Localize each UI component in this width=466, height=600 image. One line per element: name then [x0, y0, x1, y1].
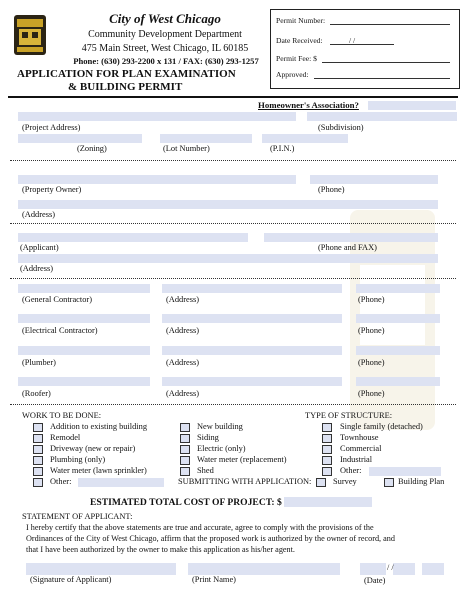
electrical-contractor-phone-field[interactable]	[356, 314, 440, 323]
general-contractor-field[interactable]	[18, 284, 150, 293]
general-contractor-address-label: (Address)	[166, 295, 200, 304]
electrical-contractor-phone-label: (Phone)	[358, 326, 385, 335]
lot-number-label: (Lot Number)	[163, 144, 210, 153]
work-other-label: Other:	[50, 477, 72, 486]
section-divider	[10, 278, 456, 279]
plumber-label: (Plumber)	[22, 358, 56, 367]
owner-phone-field[interactable]	[310, 175, 438, 184]
shed-label: Shed	[197, 466, 214, 475]
driveway-label: Driveway (new or repair)	[50, 444, 136, 453]
estimated-cost-field[interactable]	[284, 497, 372, 507]
new-building-label: New building	[197, 422, 243, 431]
applicant-address-field[interactable]	[18, 254, 438, 263]
siding-checkbox[interactable]	[180, 434, 190, 443]
date-day-field[interactable]	[393, 563, 415, 575]
general-contractor-phone-label: (Phone)	[358, 295, 385, 304]
approved-label: Approved:	[276, 70, 309, 79]
structure-other-field[interactable]	[369, 467, 441, 476]
roofer-phone-field[interactable]	[356, 377, 440, 386]
print-name-label: (Print Name)	[192, 575, 236, 584]
plumber-field[interactable]	[18, 346, 150, 355]
plumbing-checkbox[interactable]	[33, 456, 43, 465]
date-received-slashes: / /	[349, 36, 356, 45]
owner-phone-label: (Phone)	[318, 185, 345, 194]
approved-line[interactable]	[314, 78, 450, 79]
permit-number-line[interactable]	[330, 24, 450, 25]
applicant-address-label: (Address)	[20, 264, 54, 273]
permit-fee-line[interactable]	[322, 62, 450, 63]
project-address-label: (Project Address)	[22, 123, 81, 132]
department-name: Community Development Department	[88, 29, 242, 40]
form-title-line2: & BUILDING PERMIT	[68, 81, 183, 93]
new-building-checkbox[interactable]	[180, 423, 190, 432]
roofer-label: (Roofer)	[22, 389, 51, 398]
shed-checkbox[interactable]	[180, 467, 190, 476]
general-contractor-phone-field[interactable]	[356, 284, 440, 293]
electric-checkbox[interactable]	[180, 445, 190, 454]
permit-fee-label: Permit Fee: $	[276, 54, 317, 63]
industrial-label: Industrial	[340, 455, 373, 464]
structure-heading: TYPE OF STRUCTURE:	[305, 411, 393, 420]
form-title: APPLICATION FOR PLAN EXAMINATION	[17, 68, 236, 80]
owner-address-field[interactable]	[18, 200, 438, 209]
property-owner-field[interactable]	[18, 175, 296, 184]
statement-line-2: Ordinances of the City of West Chicago, affirm that the proposed work is authorized by the owner of record, and	[26, 534, 395, 543]
plumber-address-label: (Address)	[166, 358, 200, 367]
hoa-label: Homeowner's Association?	[258, 100, 359, 110]
general-contractor-label: (General Contractor)	[22, 295, 92, 304]
section-divider	[10, 160, 456, 161]
survey-label: Survey	[333, 477, 357, 486]
single-family-checkbox[interactable]	[322, 423, 332, 432]
city-seal-logo	[13, 14, 47, 56]
townhouse-checkbox[interactable]	[322, 434, 332, 443]
property-owner-label: (Property Owner)	[22, 185, 82, 194]
city-name: City of West Chicago	[109, 11, 221, 26]
date-year-field[interactable]	[422, 563, 444, 575]
project-address-field[interactable]	[18, 112, 296, 121]
roofer-field[interactable]	[18, 377, 150, 386]
work-other-checkbox[interactable]	[33, 478, 43, 487]
estimated-cost-label: ESTIMATED TOTAL COST OF PROJECT: $	[90, 497, 282, 508]
subdivision-label: (Subdivision)	[318, 123, 364, 132]
townhouse-label: Townhouse	[340, 433, 379, 442]
general-contractor-address-field[interactable]	[162, 284, 342, 293]
work-heading: WORK TO BE DONE:	[22, 411, 102, 420]
applicant-phone-fax-field[interactable]	[264, 233, 438, 242]
water-meter-replacement-checkbox[interactable]	[180, 456, 190, 465]
addition-checkbox[interactable]	[33, 423, 43, 432]
water-meter-replacement-label: Water meter (replacement)	[197, 455, 287, 464]
subdivision-field[interactable]	[307, 112, 457, 121]
statement-line-3: that I have been authorized by the owner to make this application as his/her agent.	[26, 545, 295, 554]
submitting-label: SUBMITTING WITH APPLICATION:	[178, 477, 312, 486]
survey-checkbox[interactable]	[316, 478, 326, 487]
signature-field[interactable]	[26, 563, 176, 575]
pin-field[interactable]	[262, 134, 348, 143]
commercial-label: Commercial	[340, 444, 382, 453]
roofer-phone-label: (Phone)	[358, 389, 385, 398]
roofer-address-field[interactable]	[162, 377, 342, 386]
remodel-label: Remodel	[50, 433, 81, 442]
commercial-checkbox[interactable]	[322, 445, 332, 454]
signature-label: (Signature of Applicant)	[30, 575, 112, 584]
driveway-checkbox[interactable]	[33, 445, 43, 454]
zoning-field[interactable]	[18, 134, 142, 143]
plumber-phone-field[interactable]	[356, 346, 440, 355]
hoa-field[interactable]	[368, 101, 456, 110]
permit-number-label: Permit Number:	[276, 16, 326, 25]
phone-fax: Phone: (630) 293-2200 x 131 / FAX: (630) 293-1257	[73, 56, 259, 66]
applicant-field[interactable]	[18, 233, 248, 242]
water-meter-sprinkler-checkbox[interactable]	[33, 467, 43, 476]
building-plan-label: Building Plan	[398, 477, 445, 486]
pin-label: (P.I.N.)	[270, 144, 295, 153]
city-address: 475 Main Street, West Chicago, IL 60185	[81, 43, 249, 54]
structure-other-label: Other:	[340, 466, 362, 475]
siding-label: Siding	[197, 433, 219, 442]
statement-line-1: I hereby certify that the above statements are true and accurate, agree to comply with the provisions of the	[26, 523, 374, 532]
statement-heading: STATEMENT OF APPLICANT:	[22, 512, 133, 521]
header-rule	[8, 96, 458, 98]
print-name-field[interactable]	[188, 563, 340, 575]
date-received-label: Date Received:	[276, 36, 323, 45]
water-meter-sprinkler-label: Water meter (lawn sprinkler)	[50, 466, 147, 475]
owner-address-label: (Address)	[22, 210, 56, 219]
date-label: (Date)	[364, 576, 386, 585]
industrial-checkbox[interactable]	[322, 456, 332, 465]
electrical-contractor-address-label: (Address)	[166, 326, 200, 335]
work-other-field[interactable]	[78, 478, 164, 487]
electrical-contractor-field[interactable]	[18, 314, 150, 323]
date-slashes: / /	[387, 563, 394, 572]
section-divider	[10, 404, 456, 405]
lot-number-field[interactable]	[160, 134, 252, 143]
electrical-contractor-address-field[interactable]	[162, 314, 342, 323]
single-family-label: Single family (detached)	[340, 422, 423, 431]
applicant-phone-fax-label: (Phone and FAX)	[318, 243, 377, 252]
date-received-line[interactable]	[330, 44, 394, 45]
plumber-address-field[interactable]	[162, 346, 342, 355]
plumber-phone-label: (Phone)	[358, 358, 385, 367]
electric-label: Electric (only)	[197, 444, 246, 453]
plumbing-label: Plumbing (only)	[50, 455, 106, 464]
structure-other-checkbox[interactable]	[322, 467, 332, 476]
applicant-label: (Applicant)	[20, 243, 59, 252]
section-divider	[10, 223, 456, 224]
date-month-field[interactable]	[360, 563, 386, 575]
remodel-checkbox[interactable]	[33, 434, 43, 443]
roofer-address-label: (Address)	[166, 389, 200, 398]
building-plan-checkbox[interactable]	[384, 478, 394, 487]
electrical-contractor-label: (Electrical Contractor)	[22, 326, 98, 335]
addition-label: Addition to existing building	[50, 422, 148, 431]
zoning-label: (Zoning)	[77, 144, 107, 153]
